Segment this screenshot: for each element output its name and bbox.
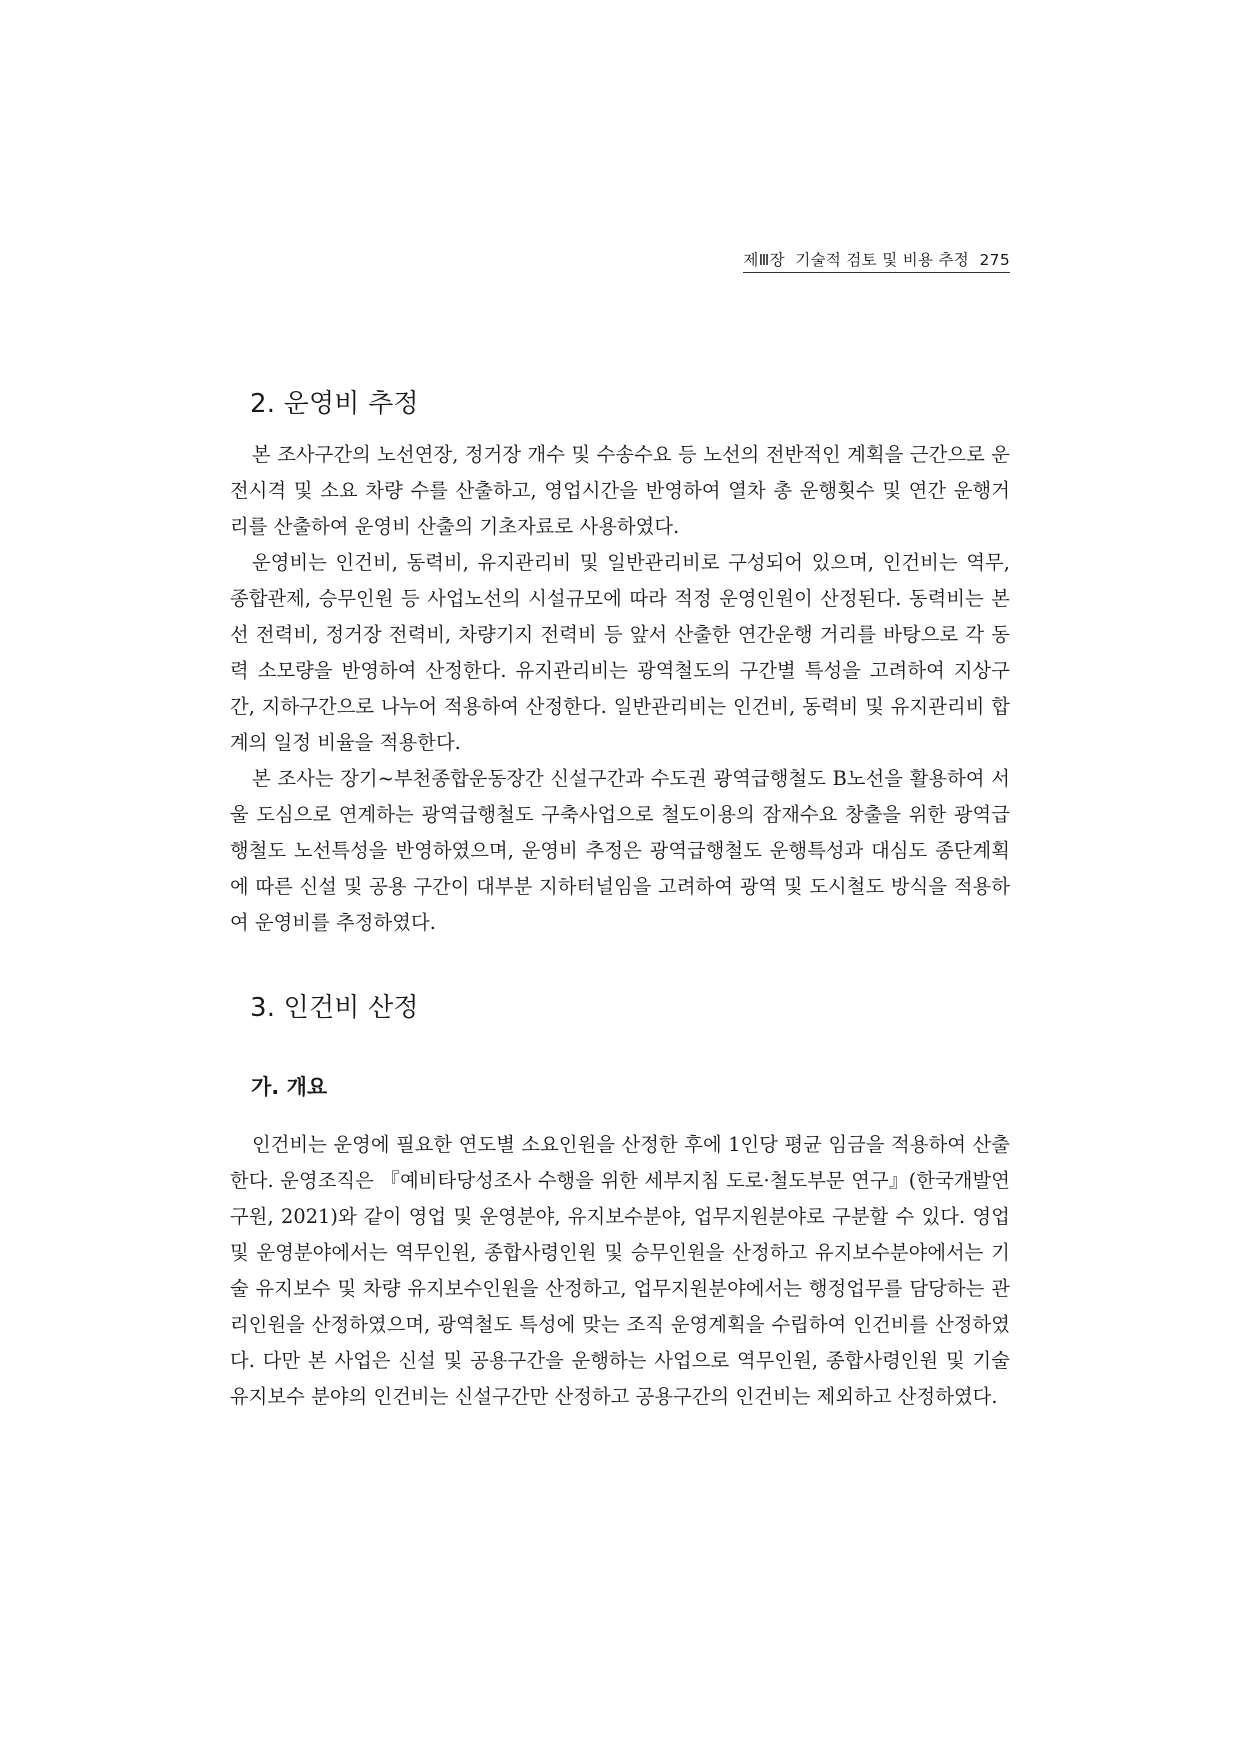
running-header-line (743, 251, 1010, 273)
paragraph: 본 조사는 장기~부천종합운동장간 신설구간과 수도권 광역급행철도 B노선을 활용하여 서울 도심으로 연계하는 광역급행철도 구축사업으로 철도이용의 잠재수요 창출을 위한 광역급행철도 노선특성을 반영하였으며, 운영비 추정은 광역급행철도 운행특성과 대심도 종단계획에 따른 신설 및 공용 구간이 대부분 지하터널임을 고려하여 광역 및 도시철도 방식을 적용하여 운영비를 추정하였다. (230, 767, 1010, 934)
paragraph: 인건비는 운영에 필요한 연도별 소요인원을 산정한 후에 1인당 평균 임금을 적용하여 산출한다. 운영조직은 『예비타당성조사 수행을 위한 세부지침 도로·철도부문 연구』(한국개발연구원, 2021)와 같이 영업 및 운영분야, 유지보수분야, 업무지원분야로 구분할 수 있다. 영업 및 운영분야에서는 역무인원, 종합사령인원 및 승무인원을 산정하고 유지보수분야에서는 기술 유지보수 및 차량 유지보수인원을 산정하고, 업무지원분야에서는 행정업무를 담당하는 관리인원을 산정하였으며, 광역철도 특성에 맞는 조직 운영계획을 수립하여 인건비를 산정하였다. 다만 본 사업은 신설 및 공용구간을 운행하는 사업으로 역무인원, 종합사령인원 및 기술유지보수 분야의 인건비는 신설구간만 산정하고 공용구간의 인건비는 제외하고 산정하였다. (230, 1133, 1010, 1408)
running-title: 제Ⅲ장 기술적 검토 및 비용 추정 (743, 251, 970, 269)
page-number: 275 (979, 251, 1010, 269)
subsection-heading-overview: 가. 개요 (251, 1075, 328, 1099)
section-heading-operating-cost: 2. 운영비 추정 (250, 389, 419, 419)
section-body-operating-cost (230, 437, 1010, 941)
section-heading-labor-cost: 3. 인건비 산정 (250, 993, 419, 1023)
running-header (230, 248, 1010, 270)
paragraph: 본 조사구간의 노선연장, 정거장 개수 및 수송수요 등 노선의 전반적인 계획을 근간으로 운전시격 및 소요 차량 수를 산출하고, 영업시간을 반영하여 열차 총 운행횟수 및 연간 운행거리를 산출하여 운영비 산출의 기초자료로 사용하였다. (230, 443, 1010, 538)
paragraph: 운영비는 인건비, 동력비, 유지관리비 및 일반관리비로 구성되어 있으며, 인건비는 역무, 종합관제, 승무인원 등 사업노선의 시설규모에 따라 적정 운영인원이 산정된다. 동력비는 본선 전력비, 정거장 전력비, 차량기지 전력비 등 앞서 산출한 연간운행 거리를 바탕으로 각 동력 소모량을 반영하여 산정한다. 유지관리비는 광역철도의 구간별 특성을 고려하여 지상구간, 지하구간으로 나누어 적용하여 산정한다. 일반관리비는 인건비, 동력비 및 유지관리비 합계의 일정 비율을 적용한다. (230, 551, 1010, 754)
subsection-body-overview (230, 1127, 1010, 1415)
